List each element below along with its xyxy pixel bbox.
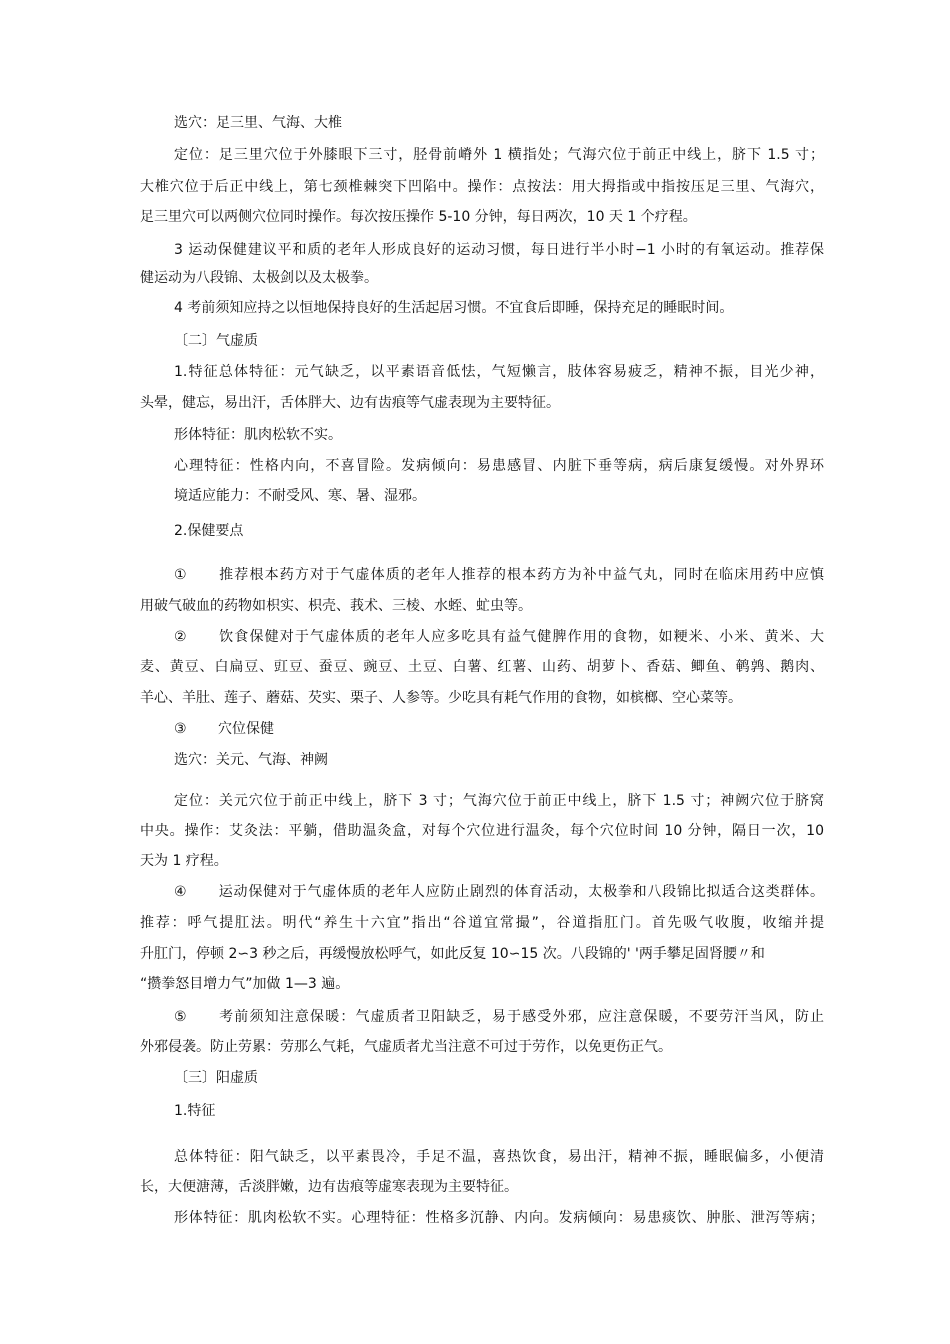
text-line: 外邪侵袭。防止劳累：劳那么气耗，气虚质者尤当注意不可过于劳作，以免更伤正气。: [140, 1039, 672, 1055]
list-marker: ①: [174, 567, 187, 583]
list-item: ③ 穴位保健: [174, 721, 274, 737]
list-item: ① 推荐根本药方对于气虚体质的老年人推荐的根本药方为补中益气丸，同时在临床用药中应慎: [174, 567, 824, 583]
text-line: 总体特征：阳气缺乏，以平素畏冷，手足不温，喜热饮食，易出汗，精神不振，睡眠偏多，小便清: [174, 1149, 824, 1165]
text-line: 羊心、羊肚、莲子、蘑菇、芡实、栗子、人参等。少吃具有耗气作用的食物，如槟榔、空心菜等。: [140, 690, 742, 706]
list-marker: ③: [174, 721, 187, 737]
text-line: 形体特征：肌肉松软不实。: [174, 427, 342, 443]
subsection-heading: 1.特征: [174, 1103, 216, 1119]
text-line: 定位：关元穴位于前正中线上，脐下 3 寸；气海穴位于前正中线上，脐下 1.5 寸；神阙穴位于脐窝: [174, 793, 824, 809]
list-item: ② 饮食保健对于气虚体质的老年人应多吃具有益气健脾作用的食物，如粳米、小米、黄米、大: [174, 629, 824, 645]
list-marker: ②: [174, 629, 187, 645]
text-line: 定位：足三里穴位于外膝眼下三寸，胫骨前嵴外 1 横指处；气海穴位于前正中线上，脐下 1.5 寸；: [174, 147, 824, 163]
text-line: 足三里穴可以两侧穴位同时操作。每次按压操作 5-10 分钟，每日两次，10 天 1 个疗程。: [140, 209, 697, 225]
text-line: 天为 1 疗程。: [140, 853, 228, 869]
text-line: 选穴：关元、气海、神阙: [174, 752, 328, 768]
text-line: 选穴：足三里、气海、大椎: [174, 115, 342, 131]
list-item: ④ 运动保健对于气虚体质的老年人应防止剧烈的体育活动，太极拳和八段锦比拟适合这类群体。: [174, 884, 824, 900]
text-line: 大椎穴位于后正中线上，第七颈椎棘突下凹陷中。操作：点按法：用大拇指或中指按压足三里、气海穴，: [140, 179, 824, 195]
list-item: ⑤ 考前须知注意保暖：气虚质者卫阳缺乏，易于感受外邪，应注意保暖，不要劳汗当风，防止: [174, 1009, 824, 1025]
text-line: 4 考前须知应持之以恒地保持良好的生活起居习惯。不宜食后即睡，保持充足的睡眠时间。: [174, 300, 734, 316]
text-line: 升肛门，停顿 2∽3 秒之后，再缓慢放松呼气，如此反复 10∽15 次。八段锦的' '两手攀足固肾腰〃和: [140, 946, 765, 962]
text-line: 中央。操作：艾灸法：平躺，借助温灸盒，对每个穴位进行温灸，每个穴位时间 10 分钟，隔日一次，10: [140, 823, 824, 839]
text-line: 境适应能力：不耐受风、寒、暑、湿邪。: [174, 488, 426, 504]
text-line: “攒拳怒目增力气”加做 1—3 遍。: [140, 976, 350, 992]
text-line: 心理特征：性格内向，不喜冒险。发病倾向：易患感冒、内脏下垂等病，病后康复缓慢。对外界环: [174, 458, 824, 474]
text-line: 1.特征总体特征：元气缺乏，以平素语音低怯，气短懒言，肢体容易疲乏，精神不振，目光少神，: [174, 364, 824, 380]
text-line: 头晕，健忘，易出汗，舌体胖大、边有齿痕等气虚表现为主要特征。: [140, 395, 560, 411]
text-line: 3 运动保健建议平和质的老年人形成良好的运动习惯，每日进行半小时−1 小时的有氧运动。推荐保: [174, 242, 824, 258]
list-marker: ⑤: [174, 1009, 187, 1025]
text-line: 长，大便溏薄，舌淡胖嫩，边有齿痕等虚寒表现为主要特征。: [140, 1179, 518, 1195]
section-heading: 〔二〕气虚质: [174, 333, 258, 349]
text-line: 麦、黄豆、白扁豆、豇豆、蚕豆、豌豆、土豆、白薯、红薯、山药、胡萝卜、香菇、鲫鱼、鹌鹑、鹅肉、: [140, 659, 824, 675]
text-line: 健运动为八段锦、太极剑以及太极拳。: [140, 270, 378, 286]
text-line: 用破气破血的药物如枳实、枳壳、莪术、三棱、水蛭、虻虫等。: [140, 598, 532, 614]
list-marker: ④: [174, 884, 187, 900]
section-heading: 〔三〕阳虚质: [174, 1070, 258, 1086]
text-line: 推荐：呼气提肛法。明代“养生十六宜”指出“谷道宜常撮”，谷道指肛门。首先吸气收腹，收缩并提: [140, 915, 824, 931]
subsection-heading: 2.保健要点: [174, 523, 244, 539]
text-line: 形体特征：肌肉松软不实。心理特征：性格多沉静、内向。发病倾向：易患痰饮、肿胀、泄泻等病；: [174, 1210, 824, 1226]
